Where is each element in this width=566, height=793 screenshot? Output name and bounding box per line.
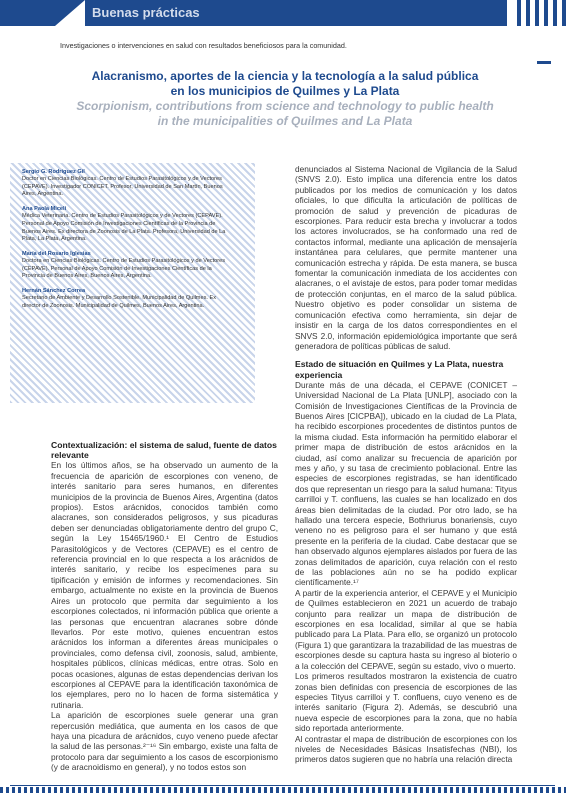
author-affiliation: Médica Veterinaria. Centro de Estudios Parasitológicos y de Vectores (CEPAVE). Personal de Apoyo Comisión de Investigaciones Científicas de la Provincia de Buenos Aires. Ex directora de Zoonosis de La Plata. Profesora, Universidad de La Plata, La Plata, Argentina.	[22, 213, 226, 243]
body-paragraph: En los últimos años, se ha observado un aumento de la frecuencia de aparición de escorpiones con veneno, de interés sanitario para seres humanos, en diferentes municipios de la provincia de Buenos Aires, Argentina (datos propios). Estos arácnidos, conocidos también como alacranes, son considerados peligrosos, y sus picaduras deben ser denunciadas obligatoriamente dentro del grupo C, según la Ley 15465/1960.¹ El Centro de Estudios Parasitológicos y de Vectores (CEPAVE) es el centro de referencia provincial en lo que respecta a los arácnidos de interés sanitario, y recibe los especímenes para su tipificación y emisión de informes y recomendaciones. Sin embargo, actualmente no existe en la provincia de Buenos Aires un protocolo que permita dar seguimiento a los escorpiones colectados, ni información pública que oriente a las personas que encuentran alacranes sobre dónde llevarlos. Por este motivo, quienes encuentran estos arácnidos los informan a diferentes áreas municipales o provinciales, como defensa civil, zoonosis, salud, ambiente, hospitales públicos, clínicas médicas, entre otras. Solo en pocas ocasiones, algunas de estas dependencias derivan los escorpiones al CEPAVE para la identificación taxonómica de los ejemplares, pero no lo hacen de forma sistemática y rutinaria.	[51, 460, 278, 710]
title-en-line1: Scorpionism, contributions from science and technology to public health	[76, 99, 494, 113]
section-description: Investigaciones o intervenciones en salud con resultados beneficiosos para la comunidad.	[60, 41, 347, 50]
author-name: Ana Paola Miceli	[22, 206, 67, 213]
header-bar	[0, 0, 507, 26]
body-paragraph: A partir de la experiencia anterior, el CEPAVE y el Municipio de Quilmes establecieron en 2021 un acuerdo de trabajo conjunto para realizar un mapa de distribución de escorpiones en esa localidad, similar al que se había publicado para La Plata. Para ello, se organizó un protocolo (Figura 1) que garantizara la trazabilidad de las muestras de escorpiones desde su captura hasta su ingreso al bioterio o a la colección del CEPAVE, según su estado, vivo o muerto.	[295, 587, 517, 671]
title-es-line1: Alacranismo, aportes de la ciencia y la tecnología a la salud pública	[91, 69, 479, 83]
footer-stripes	[0, 787, 566, 793]
section-title: Buenas prácticas	[92, 5, 200, 20]
author-name: María del Rosario Iglesias	[22, 250, 91, 257]
author-affiliation: Doctor en Ciencias Biológicas. Centro de Estudios Parasitológicos y de Vectores (CEPAVE). Investigador CONICET. Profesor, Universidad de San Martín, Buenos Aires, Argentina.	[22, 176, 223, 198]
author-entry	[22, 250, 234, 281]
author-name: Sergio G. Rodríguez Gil	[22, 169, 85, 175]
title-en-line2: in the municipalities of Quilmes and La Plata	[157, 114, 413, 128]
author-affiliation: Doctora en Ciencias Biológicas. Centro de Estudios Parasitológicos y de Vectores (CEPAVE). Personal de Apoyo Comisión de Investigaciones Científicas de la Provincia de Buenos Aires, Buenos Aires, Argentina.	[22, 257, 226, 280]
article-title-en	[40, 99, 530, 129]
left-column	[51, 440, 278, 773]
footer-rule	[10, 785, 555, 786]
body-paragraph: La aparición de escorpiones suele generar una gran repercusión mediática, que aumenta en los casos de que haya una picadura de arácnidos, cuyo veneno puede afectar la salud de las personas.²⁻¹⁶ Sin embargo, existe una falta de protocolo para dar seguimiento a los casos de escorpionismo (y de aracnoidismo en general), y no todos estos son	[51, 710, 278, 773]
section-heading: Estado de situación en Quilmes y La Plata, nuestra experiencia	[295, 359, 504, 380]
article-title-es	[40, 69, 530, 99]
author-entry	[22, 168, 234, 199]
authors-panel	[22, 168, 234, 316]
author-entry	[22, 205, 234, 244]
title-es-line2: en los municipios de Quilmes y La Plata	[170, 84, 400, 98]
body-paragraph: denunciados al Sistema Nacional de Vigilancia de la Salud (SNVS 2.0). Esto implica una diferencia entre los datos publicados por los medios de comunicación y los datos oficiales, lo que dificulta la articulación de políticas de promoción de salud y prevención de picaduras de escorpiones. Para reducir esta brecha y involucrar a todos los actores involucrados, se ha conformado una red de contactos informal, mediante una aplicación de mensajería instantánea para celulares, que permite mantener una comunicación estrecha y rápida. De esta manera, se busca fomentar la comunicación inmediata de los accidentes con alacranes, o el avistaje de estos, para poder tomar medidas de protección conjuntas, en el marco de la salud pública. Nuestro objetivo es poder consolidar un sistema de comunicación efectiva como herramienta, sin dejar de insistir en la carga de los datos correspondientes en el SNVS 2.0, información epidemiológica importante que será generadora de políticas públicas de salud.	[295, 164, 517, 351]
header-notch	[55, 0, 85, 26]
body-paragraph: Durante más de una década, el CEPAVE (CONICET – Universidad Nacional de La Plata [UNLP], asociado con la Comisión de Investigaciones Científicas de la Provincia de Buenos Aires [CICPBA]), ubicado en la ciudad de La Plata, ha recibido escorpiones procedentes de distintos puntos de la misma ciudad. Esta información ha permitido elaborar el primer mapa de distribución de estos arácnidos en la ciudad, así como analizar su frecuencia de aparición por mes y año, y su tasa de crecimiento poblacional. Entre las especies de escorpiones registradas, se han identificado dos que representan un riesgo para la salud humana: Tityus carrilloi y T. confluens, las cuales se han localizado en dos áreas bien delimitadas de la ciudad. Por otro lado, se ha hallado una tercera especie, Bothriurus bonariensis, cuyo veneno no es peligroso para el ser humano y que está presente en la periferia de la ciudad. Cabe destacar que se han observado algunos ejemplares aislados por fuera de las zonas delimitados de aparición, cuya relación con el resto de las poblaciones aún no se ha podido explicar científicamente.¹⁷	[295, 379, 517, 588]
section-heading: Contextualización: el sistema de salud, fuente de datos relevante	[51, 440, 277, 461]
body-paragraph: Al contrastar el mapa de distribución de escorpiones con los niveles de Necesidades Básicas Insatisfechas (NBI), los primeros datos sugieren que no habría una relación directa	[295, 733, 517, 765]
accent-dash	[537, 61, 551, 64]
author-entry	[22, 287, 234, 310]
author-name: Hernán Sánchez Correa	[22, 288, 86, 295]
right-column	[295, 164, 517, 765]
author-affiliation: Secretario de Ambiente y Desarrollo Sostenible. Municipalidad de Quilmes. Ex director de Zoonosis. Municipalidad de Quilmes, Buenos Aires, Argentina.	[22, 295, 217, 309]
body-paragraph: Los primeros resultados mostraron la existencia de cuatro zonas bien definidas con presencia de escorpiones de las especies Tityus carrilloi y T. confluens, cuyo veneno es de interés sanitario (Figura 2). Además, se descubrió una nueva especie de escorpiones para la zona, que no había sido reportada anteriormente.	[295, 671, 517, 734]
header-stripes	[517, 0, 566, 26]
